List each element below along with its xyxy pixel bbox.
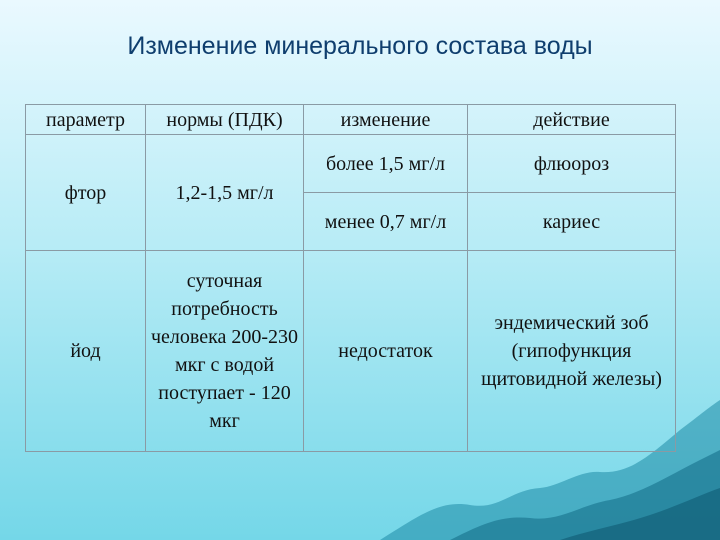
table-header-row [26, 105, 676, 135]
cell-effect-fluorosis: флюороз [468, 135, 676, 193]
cell-effect-caries: кариес [468, 193, 676, 251]
header-parameter: параметр [26, 105, 146, 135]
cell-param-iodine: йод [26, 251, 146, 452]
cell-param-fluorine: фтор [26, 135, 146, 251]
mineral-table [25, 104, 676, 452]
cell-norm-fluorine: 1,2-1,5 мг/л [146, 135, 304, 251]
cell-change-iodine: недостаток [304, 251, 468, 452]
header-change: изменение [304, 105, 468, 135]
cell-norm-iodine: суточная потребность человека 200-230 мкг с водой поступает - 120 мкг [146, 251, 304, 452]
header-norms: нормы (ПДК) [146, 105, 304, 135]
table-row [26, 135, 676, 193]
cell-effect-goiter: эндемический зоб (гипофункция щитовидной железы) [468, 251, 676, 452]
table-row [26, 251, 676, 452]
cell-change-excess: более 1,5 мг/л [304, 135, 468, 193]
page-title: Изменение минерального состава воды [127, 32, 593, 60]
cell-change-deficit: менее 0,7 мг/л [304, 193, 468, 251]
header-effect: действие [468, 105, 676, 135]
